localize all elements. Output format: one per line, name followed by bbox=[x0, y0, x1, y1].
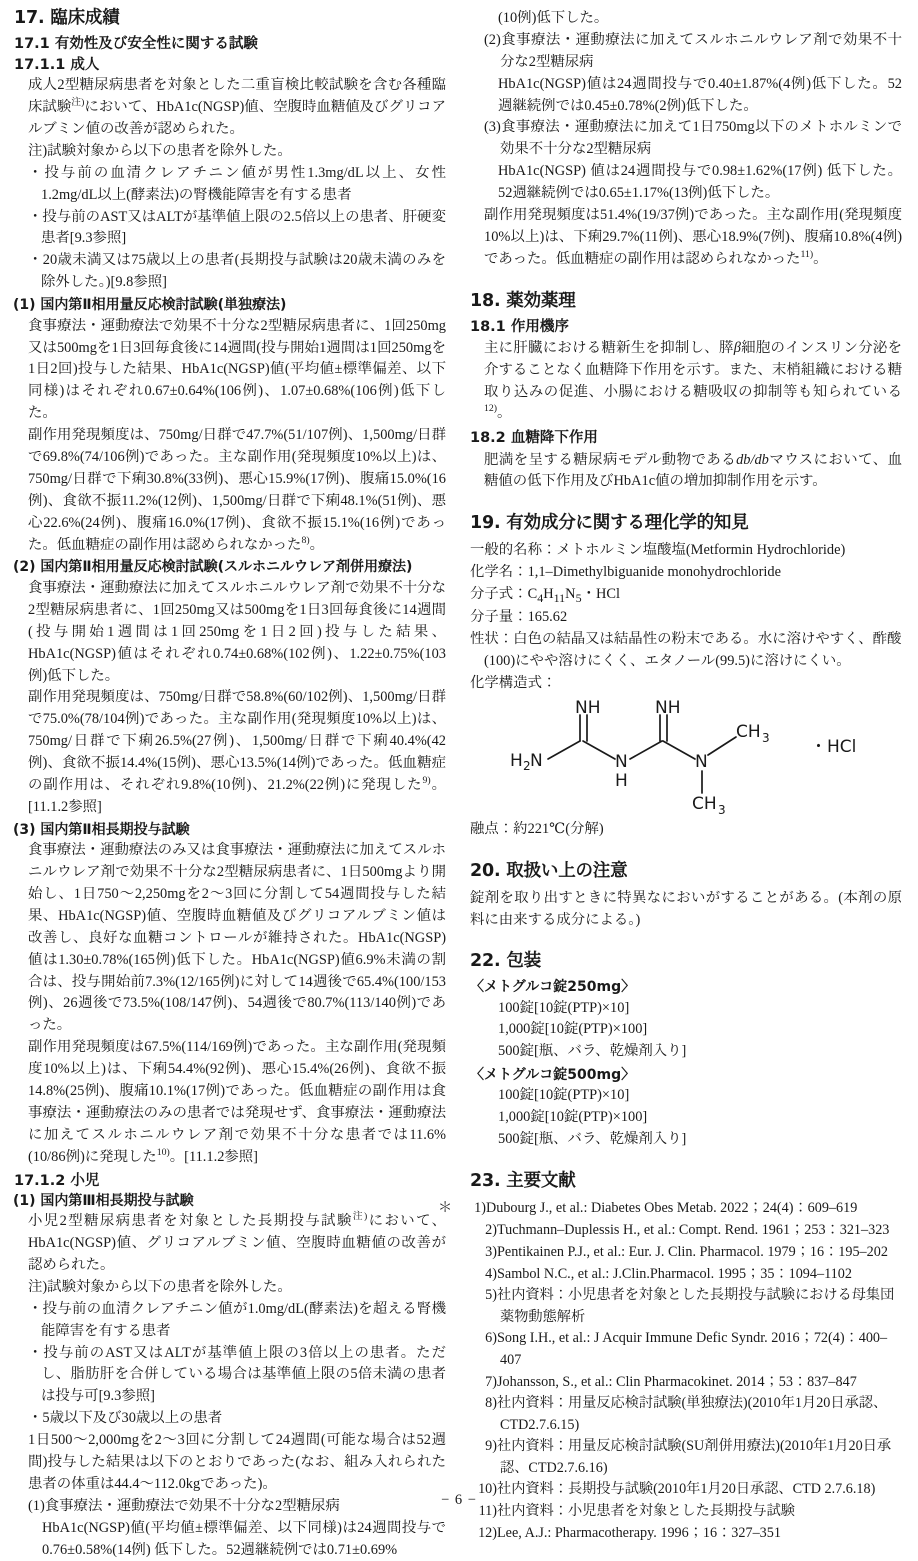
adult-intro-text: 成人2型糖尿病患者を対象とした二重盲検比較試験を含む各種臨床試験 bbox=[28, 77, 446, 116]
reference-number: 10) bbox=[478, 1481, 497, 1498]
trial-3-adverse-text: 副作用発現頻度は67.5%(114/169例)であった。主な副作用(発現頻度10%以上)は、下痢54.4%(92例)、悪心15.4%(26例)、食欲不振14.8%(25例)、腹痛10.1%(17例)であった。低血糖症の副作用は食事療法・運動療法のみの患者では発現せず、食事療法・運動療法に加えてスルホニルウレア剤で効果不十分な患者では11.6%(10/86例)に発現した bbox=[28, 1039, 446, 1165]
reference-text: 社内資料：用量反応検討試験(単独療法)(2010年1月20日承認、CTD2.7.6.15) bbox=[497, 1395, 888, 1433]
section-17-1-2-heading: 17.1.2 小児 bbox=[14, 1172, 100, 1189]
reference-number: 8) bbox=[485, 1395, 497, 1412]
package-item: 100錠[10錠(PTP)×10] bbox=[498, 1087, 630, 1104]
package-item: 100錠[10錠(PTP)×10] bbox=[498, 999, 630, 1016]
reference-item bbox=[470, 1436, 902, 1479]
mechanism-text-end: 。 bbox=[497, 405, 512, 422]
pediatric-adverse-text: 副作用発現頻度は51.4%(19/37例)であった。主な副作用(発現頻度10%以上)は、下痢29.7%(11例)、悪心18.9%(7例)、腹痛10.8%(4例)であった。低血糖症の副作用は認められなかった bbox=[484, 207, 902, 267]
hypoglycemic-text-part-2: マウスにおいて、血糖値の低下作用及びHbA1c値の増加抑制作用を示す。 bbox=[484, 451, 902, 490]
section-23-heading: 23. 主要文献 bbox=[470, 1171, 576, 1192]
adult-note-label: 注)試験対象から以下の患者を除外した。 bbox=[28, 142, 292, 159]
trial-3-heading: (3) 国内第Ⅱ相長期投与試験 bbox=[13, 821, 190, 838]
reference-text: Sambol N.C., et al.: J.Clin.Pharmacol. 1995；35：1094–1102 bbox=[497, 1265, 852, 1282]
section-20-heading: 20. 取扱い上の注意 bbox=[470, 860, 628, 881]
pediatric-exclusion-item: ・投与前のAST又はALTが基準値上限の3倍以上の患者。ただし、脂肪肝を合併している場合は基準値上限の5倍未満の患者は投与可[9.3参照] bbox=[28, 1344, 446, 1405]
reference-number: 9) bbox=[485, 1438, 497, 1455]
pediatric-exclusion-item: ・5歳以下及び30歳以上の患者 bbox=[28, 1410, 223, 1427]
atom-label-h-center: H bbox=[615, 770, 628, 791]
hypoglycemic-text-part-1: 肥満を呈する糖尿病モデル動物である bbox=[484, 451, 737, 468]
section-18-1-heading: 18.1 作用機序 bbox=[470, 318, 569, 335]
generic-name-line: 一般的名称：メトホルミン塩酸塩(Metformin Hydrochloride) bbox=[470, 542, 846, 559]
pediatric-reference-marker: 11) bbox=[800, 249, 814, 260]
reference-item bbox=[470, 1372, 902, 1393]
properties-line: 性状：白色の結晶又は結晶性の粉末である。水に溶けやすく、酢酸 bbox=[470, 631, 902, 648]
atom-label-h2n: H bbox=[510, 750, 523, 771]
formula-carbon-count: 4 bbox=[537, 590, 544, 605]
trial-2-heading: (2) 国内第Ⅱ相用量反応検討試験(スルホニルウレア剤併用療法) bbox=[13, 559, 413, 576]
section-22-heading: 22. 包装 bbox=[470, 951, 541, 972]
reference-text: Lee, A.J.: Pharmacotherapy. 1996；16：327–351 bbox=[497, 1525, 781, 1542]
pediatric-case-3-heading: (3)食事療法・運動療法に加えて1日750mg以下のメトホルミンで効果不十分な2型糖尿病 bbox=[484, 119, 902, 158]
package-product-name: 〈メトグルコ錠500mg〉 bbox=[470, 1067, 636, 1084]
trial-3-paragraph-2 bbox=[28, 1037, 446, 1168]
package-item: 1,000錠[10錠(PTP)×100] bbox=[498, 1021, 648, 1038]
package-item: 500錠[瓶、バラ、乾燥剤入り] bbox=[498, 1043, 687, 1060]
atom-label-ch3-top-subscript: 3 bbox=[762, 730, 770, 745]
adult-intro-footnote-marker: 注) bbox=[71, 97, 85, 109]
pediatric-case-2-heading: (2)食事療法・運動療法に加えてスルホニルウレア剤で効果不十分な2型糖尿病 bbox=[484, 31, 902, 70]
reference-text: Johansson, S., et al.: Clin Pharmacokinet. 2014；53：837–847 bbox=[497, 1373, 857, 1390]
reference-number: 5) bbox=[485, 1287, 497, 1304]
reference-text: Tuchmann–Duplessis H., et al.: Compt. Rend. 1961；253：321–323 bbox=[497, 1221, 890, 1238]
metformin-structure-svg bbox=[470, 697, 902, 815]
atom-label-n-center: N bbox=[615, 751, 628, 772]
section-18-1-body bbox=[484, 338, 902, 426]
pediatric-exclusion-item: ・投与前の血清クレアチニン値が1.0mg/dL(酵素法)を超える腎機能障害を有する患者 bbox=[28, 1300, 446, 1339]
atom-label-hcl: ・HCl bbox=[810, 736, 857, 757]
trial-2-paragraph-end: 。[11.1.2参照] bbox=[28, 776, 446, 815]
db-db-mouse-label: db/db bbox=[736, 451, 769, 468]
pediatric-dose-paragraph: 1日500〜2,000mgを2〜3回に分割して24週間(可能な場合は52週間)投与した結果は以下のとおりであった(なお、組み入れられた患者の体重は44.4〜112.0kgであった)。 bbox=[28, 1432, 446, 1492]
melting-point-line: 融点：約221℃(分解) bbox=[470, 820, 604, 837]
mechanism-text-part-2: 細胞のインスリン分泌を介することなく血糖降下作用を示す。また、末梢組織における糖取り込みの促進、小腸における糖吸収の抑制等も知られている bbox=[484, 339, 902, 400]
right-column bbox=[438, 8, 902, 1545]
formula-nitrogen-count: 5 bbox=[575, 590, 582, 605]
trial-3-reference-marker: 10) bbox=[156, 1146, 170, 1158]
reference-number: 6) bbox=[485, 1330, 497, 1347]
pediatric-adverse-end: 。 bbox=[813, 250, 828, 267]
pediatric-case-1-body: HbA1c(NGSP)値(平均値±標準偏差、以下同様)は24週間投与で0.76±0.58%(14例) 低下した。52週継続例では0.71±0.69% bbox=[42, 1519, 446, 1558]
formula-carbon: C bbox=[527, 586, 538, 603]
section-18-2-heading: 18.2 血糖降下作用 bbox=[470, 430, 598, 447]
atom-label-nh-right: NH bbox=[655, 697, 681, 718]
reference-item bbox=[470, 1242, 902, 1263]
pediatric-note-label: 注)試験対象から以下の患者を除外した。 bbox=[28, 1278, 292, 1295]
formula-hydrogen: H bbox=[543, 586, 554, 603]
atom-label-nh-left: NH bbox=[575, 697, 601, 718]
reference-item bbox=[470, 1285, 902, 1328]
reference-number: 11) bbox=[478, 1503, 497, 1520]
reference-item bbox=[470, 1220, 902, 1241]
reference-number: 3) bbox=[485, 1243, 497, 1260]
reference-item bbox=[470, 1393, 902, 1436]
section-18-2-body bbox=[484, 450, 902, 494]
molecular-formula-label: 分子式： bbox=[470, 586, 528, 603]
pediatric-case-3-body: HbA1c(NGSP) 値は24週間投与で0.98±1.62%(17例) 低下した。52週継続例では0.65±1.17%(13例)低下した。 bbox=[498, 163, 902, 202]
atom-label-h2n-subscript: 2 bbox=[523, 758, 531, 773]
reference-number: 1) bbox=[474, 1200, 486, 1217]
properties-continuation: (100)にやや溶けにくく、エタノール(99.5)に溶けにくい。 bbox=[484, 652, 851, 669]
reference-number: 12) bbox=[478, 1525, 497, 1542]
reference-number: 7) bbox=[485, 1373, 497, 1390]
mechanism-reference-marker: 12) bbox=[484, 403, 498, 415]
reference-text: 社内資料：用量反応検討試験(SU剤併用療法)(2010年1月20日承認、CTD2.7.6.16) bbox=[497, 1438, 892, 1476]
reference-text: 社内資料：小児患者を対象とした長期投与試験における母集団薬物動態解析 bbox=[497, 1287, 895, 1325]
atom-label-n-amine: N bbox=[530, 750, 543, 771]
molecular-weight-line: 分子量：165.62 bbox=[470, 609, 568, 626]
two-column-layout bbox=[13, 8, 904, 1558]
pediatric-intro-text: 小児2型糖尿病患者を対象とした長期投与試験 bbox=[28, 1213, 353, 1230]
package-product-name: 〈メトグルコ錠250mg〉 bbox=[470, 979, 636, 996]
formula-hcl-salt: ・HCl bbox=[581, 586, 620, 603]
trial-2-paragraph-1: 食事療法・運動療法に加えてスルホニルウレア剤で効果不十分な2型糖尿病患者に、1回250mg又は500mgを1日3回毎食後に14週間(投与開始1週間は1回250mgを1日2回)投与した結果、HbA1c(NGSP)値はそれぞれ0.74±0.68%(102例)、1.22±0.75%(103例)低下した。 bbox=[28, 579, 446, 684]
atom-label-n-right: N bbox=[695, 751, 708, 772]
structure-label: 化学構造式： bbox=[470, 674, 557, 691]
section-19-heading: 19. 有効成分に関する理化学的知見 bbox=[470, 513, 749, 534]
chemical-structure-diagram bbox=[470, 697, 902, 815]
left-column bbox=[14, 8, 446, 1561]
chemical-name-line: 化学名：1,1–Dimethylbiguanide monohydrochloride bbox=[470, 564, 781, 581]
reference-text: Dubourg J., et al.: Diabetes Obes Metab. 2022；24(4)：609–619 bbox=[486, 1200, 858, 1217]
section-18-heading: 18. 薬効薬理 bbox=[470, 290, 576, 311]
trial-2-paragraph-2 bbox=[28, 687, 446, 818]
section-20-body: 錠剤を取り出すときに特異なにおいがすることがある。(本剤の原料に由来する成分による。) bbox=[470, 889, 902, 928]
adult-intro-continuation: において、HbA1c(NGSP)値、空腹時血糖値及びグリコアルブミン値の改善が認められた。 bbox=[28, 99, 446, 138]
section-17-1-heading: 17.1 有効性及び安全性に関する試験 bbox=[14, 36, 258, 52]
pediatric-intro-paragraph bbox=[28, 1211, 446, 1277]
pediatric-case-2-body: HbA1c(NGSP)値は24週間投与で0.40±1.87%(4例)低下した。52週継続例では0.45±0.78%(2例)低下した。 bbox=[498, 75, 902, 114]
package-item: 500錠[瓶、バラ、乾燥剤入り] bbox=[498, 1131, 687, 1148]
trial-1-heading: (1) 国内第Ⅱ相用量反応検討試験(単独療法) bbox=[13, 297, 287, 314]
trial-1-reference-marker: 8) bbox=[301, 534, 310, 546]
reference-text: Pentikainen P.J., et al.: Eur. J. Clin. Pharmacol. 1979；16：195–202 bbox=[497, 1243, 888, 1260]
atom-label-ch3-top: CH bbox=[736, 721, 761, 742]
reference-number: 4) bbox=[485, 1265, 497, 1282]
pediatric-adverse-paragraph bbox=[484, 205, 902, 271]
adult-exclusion-item: ・投与前の血清クレアチニン値が男性1.3mg/dL以上、女性1.2mg/dL以上(酵素法)の腎機能障害を有する患者 bbox=[28, 164, 446, 203]
trial-3-paragraph-1: 食事療法・運動療法のみ又は食事療法・運動療法に加えてスルホニルウレア剤で効果不十分な2型糖尿病患者に、1日500mgより開始し、1日750〜2,250mgを2〜3回に分割して54週間投与した結果、HbA1c(NGSP)値、空腹時血糖値及びグリコアルブミン値は改善し、良好な血糖コントロールが維持された。HbA1c(NGSP)値は1.30±0.78%(165例)低下した。HbA1c(NGSP)値6.9%未満の割合は、投与開始前7.3%(12/165例)に対して14週後で65.4%(100/153例)、26週後で73.5%(108/147例)、54週後で80.7%(113/140例)であった。 bbox=[28, 842, 446, 1034]
molecular-formula-line bbox=[470, 584, 902, 607]
reference-item bbox=[470, 1328, 902, 1371]
trial-2-reference-marker: 9) bbox=[422, 775, 431, 787]
page-number-footer: − 6 − bbox=[441, 1492, 477, 1508]
pediatric-intro-continuation: において、HbA1c(NGSP)値、グリコアルブミン値、空腹時血糖値の改善が認められた。 bbox=[28, 1213, 447, 1274]
pediatric-trial-heading: (1) 国内第Ⅲ相長期投与試験 bbox=[13, 1192, 194, 1209]
atom-label-ch3-bottom-subscript: 3 bbox=[718, 802, 726, 815]
reference-item bbox=[470, 1264, 902, 1285]
pediatric-case-1-heading: (1)食事療法・運動療法で効果不十分な2型糖尿病 bbox=[28, 1497, 340, 1514]
adult-intro-paragraph bbox=[28, 75, 446, 141]
reference-item: ＊ 1)Dubourg J., et al.: Diabetes Obes Metab. 2022；24(4)：609–619 bbox=[470, 1198, 902, 1219]
adult-exclusion-item: ・投与前のAST又はALTが基準値上限の2.5倍以上の患者、肝硬変患者[9.3参照] bbox=[28, 208, 446, 247]
formula-hydrogen-count: 11 bbox=[553, 590, 566, 605]
pediatric-case-1-continuation: (10例)低下した。 bbox=[498, 10, 609, 26]
reference-text: 社内資料：小児患者を対象とした長期投与試験 bbox=[497, 1503, 795, 1520]
trial-1-paragraph-2 bbox=[28, 425, 446, 556]
section-17-heading: 17. 臨床成績 bbox=[14, 8, 120, 28]
reference-number: 2) bbox=[485, 1221, 497, 1238]
trial-1-adverse-text: 副作用発現頻度は、750mg/日群で47.7%(51/107例)、1,500mg/日群で69.8%(74/106例)であった。主な副作用(発現頻度10%以上)は、750mg/日群で下痢30.8%(33例)、悪心15.9%(17例)、腹痛15.0%(16例)、食欲不振11.2%(12例)、1,500mg/日群で下痢48.1%(51例)、悪心22.6%(24例)、腹痛16.0%(17例)、食欲不振15.1%(16例)であった。低血糖症の副作用は認められなかった bbox=[28, 427, 446, 553]
atom-label-ch3-bottom: CH bbox=[692, 793, 717, 814]
trial-2-adverse-text: 副作用発現頻度は、750mg/日群で58.8%(60/102例)、1,500mg/日群で75.0%(78/104例)であった。主な副作用(発現頻度10%以上)は、750mg/日群で下痢26.5%(27例)、1,500mg/日群で下痢40.4%(42例)、食欲不振14.4%(15例)、悪心13.5%(14例)であった。低血糖症の副作用は、それぞれ9.8%(10例)、21.2%(22例)に発現した bbox=[28, 689, 446, 793]
package-item: 1,000錠[10錠(PTP)×100] bbox=[498, 1109, 648, 1126]
reference-text: 社内資料：長期投与試験(2010年1月20日承認、CTD 2.7.6.18) bbox=[497, 1481, 876, 1498]
reference-text: Song I.H., et al.: J Acquir Immune Defic Syndr. 2016；72(4)：400–407 bbox=[497, 1330, 888, 1368]
pediatric-intro-footnote-marker: 注) bbox=[352, 1211, 368, 1223]
trial-1-paragraph-end: 。 bbox=[309, 536, 324, 553]
formula-nitrogen: N bbox=[565, 586, 576, 603]
trial-1-paragraph-1: 食事療法・運動療法で効果不十分な2型糖尿病患者に、1回250mg又は500mgを1日3回毎食後に14週間(投与開始1週間は1回250mgを1日2回)投与した結果、HbA1c(NGSP)値(平均値±標準偏差、以下同様)はそれぞれ0.67±0.64%(106例)、1.07±0.68%(106例)低下した。 bbox=[28, 317, 446, 422]
adult-exclusion-item: ・20歳未満又は75歳以上の患者(長期投与試験は20歳未満のみを除外した。)[9.8参照] bbox=[28, 252, 446, 291]
beta-symbol: β bbox=[733, 339, 741, 356]
mechanism-text-part-1: 主に肝臓における糖新生を抑制し、膵 bbox=[484, 339, 734, 356]
reference-item bbox=[470, 1523, 902, 1544]
section-17-1-1-heading: 17.1.1 成人 bbox=[14, 57, 100, 74]
trial-3-paragraph-end: 。[11.1.2参照] bbox=[169, 1148, 258, 1165]
